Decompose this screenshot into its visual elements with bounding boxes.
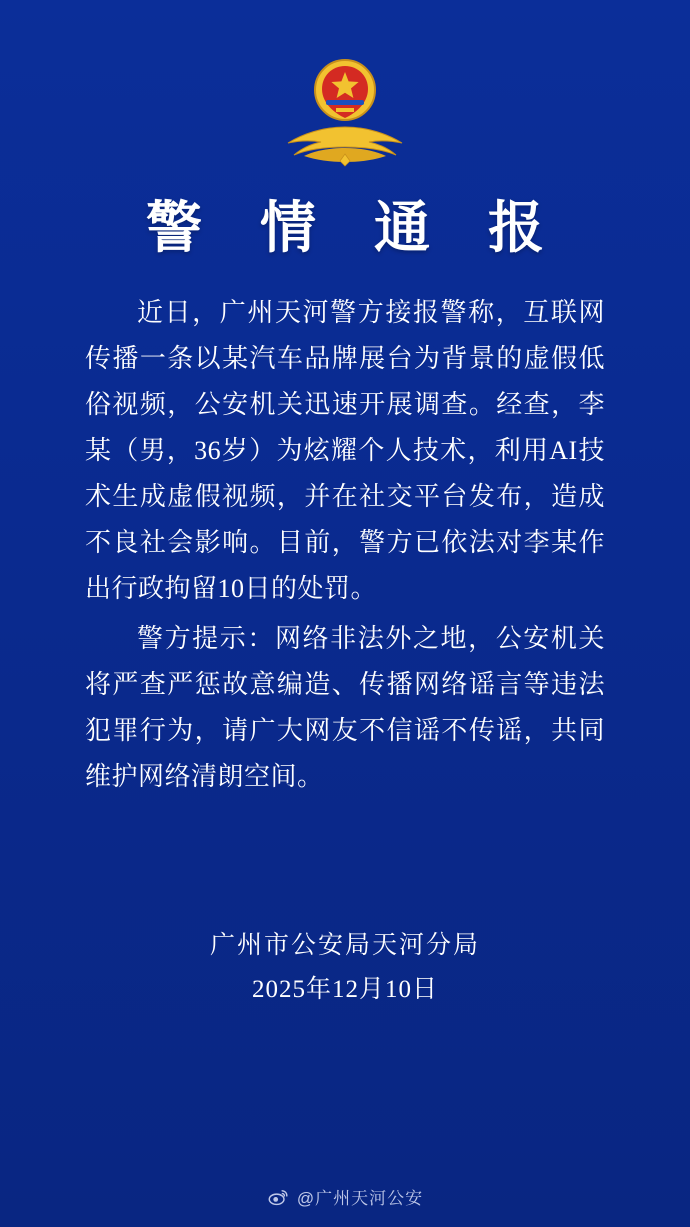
issuing-organization: 广州市公安局天河分局 (209, 932, 480, 959)
notice-body (85, 290, 605, 804)
weibo-handle: @广州天河公安 (296, 1189, 424, 1208)
issue-date: 2025年12月10日 (251, 976, 438, 1003)
footer-watermark (0, 1184, 690, 1209)
page-title: 警 情 通 报 (146, 198, 566, 260)
police-badge-icon (275, 52, 415, 170)
notice-paragraph-1: 近日，广州天河警方接报警称，互联网传播一条以某汽车品牌展台为背景的虚假低俗视频，公安机关迅速开展调查。经查，李某（男，36岁）为炫耀个人技术，利用AI技术生成虚假视频，并在社交平台发布，造成不良社会影响。目前，警方已依法对李某作出行政拘留10日的处罚。 (85, 298, 605, 603)
signature-block (85, 924, 605, 1012)
notice-paragraph-2: 警方提示：网络非法外之地，公安机关将严查严惩故意编造、传播网络谣言等违法犯罪行为，请广大网友不信谣不传谣，共同维护网络清朗空间。 (85, 624, 605, 791)
weibo-icon (267, 1186, 289, 1208)
